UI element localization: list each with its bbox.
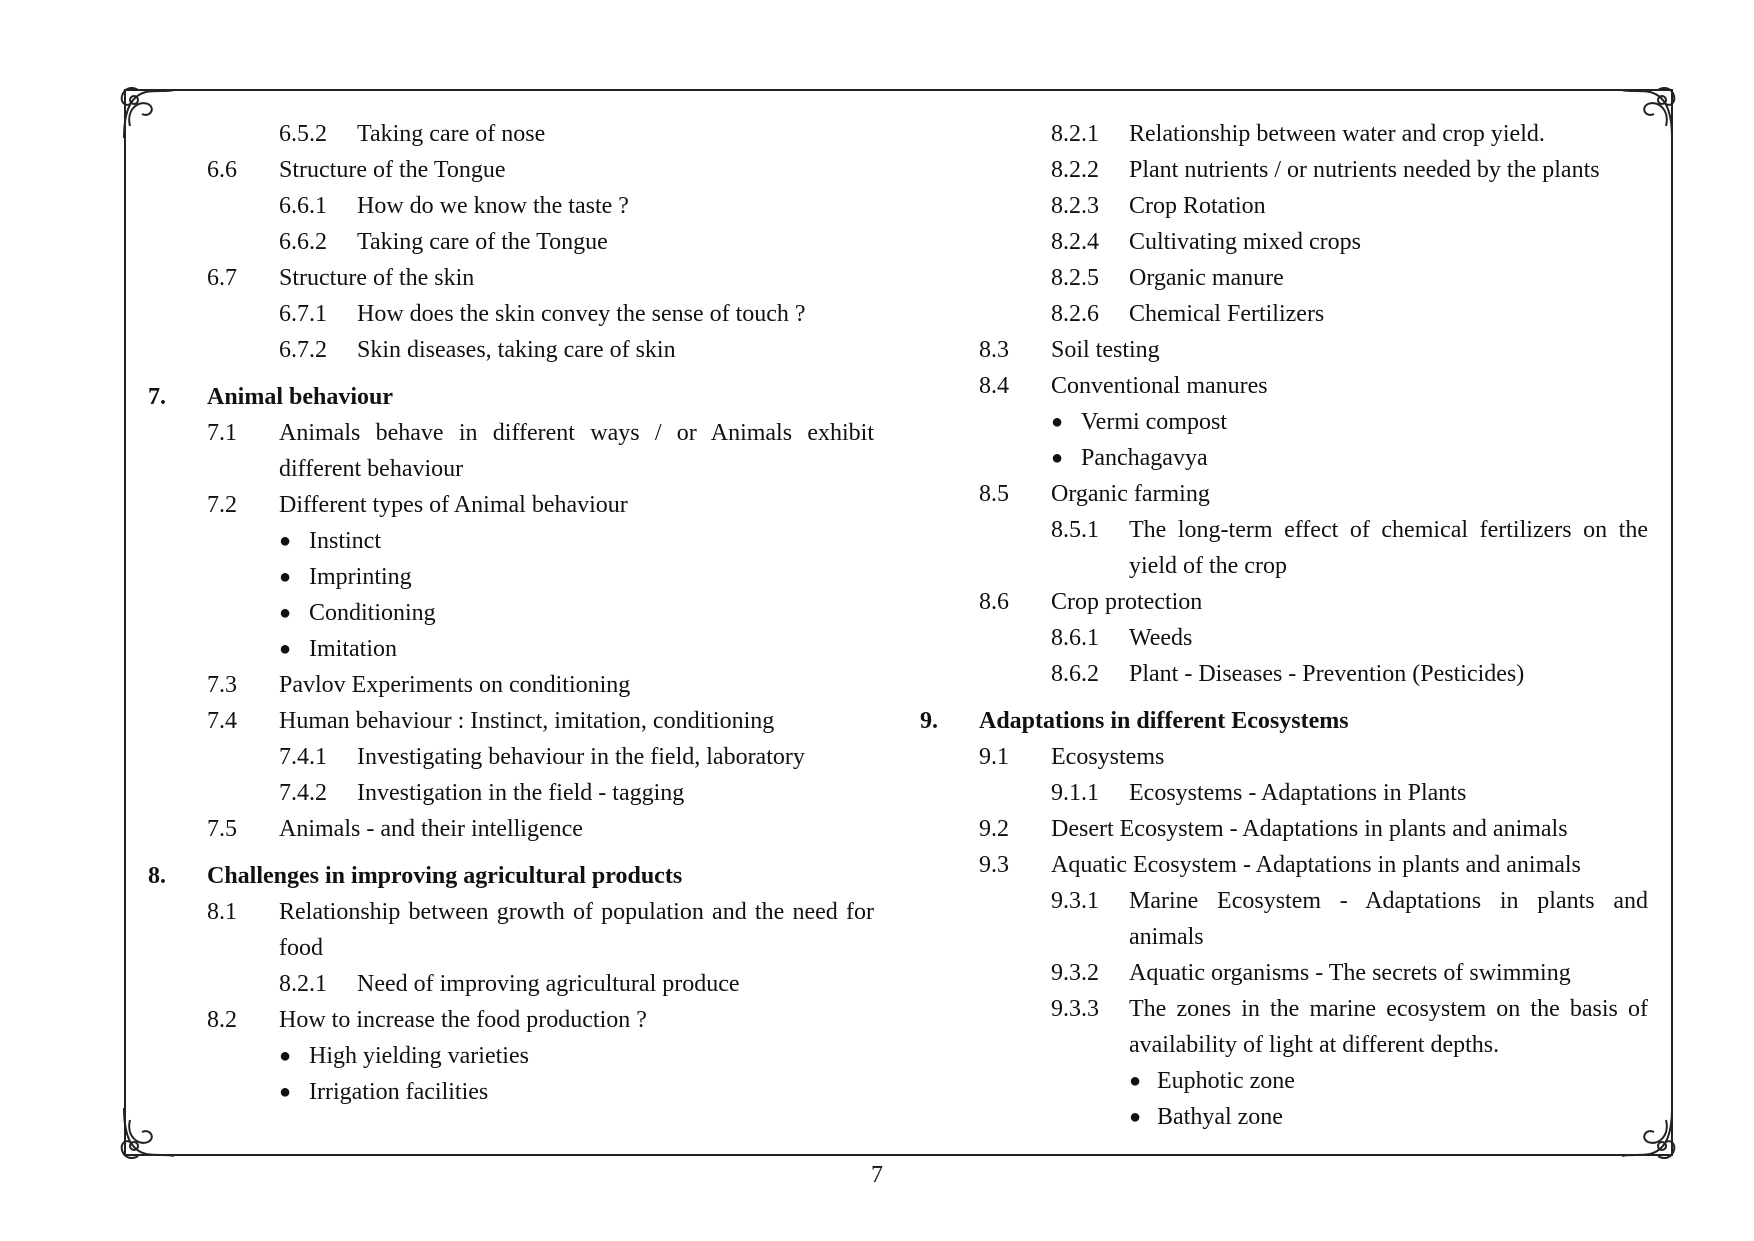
section-number: 9.1	[979, 744, 1009, 770]
entry-title: Human behaviour : Instinct, imitation, conditioning	[279, 708, 775, 734]
entry-title: High yielding varieties	[309, 1043, 529, 1069]
section-number: 7.2	[207, 492, 237, 518]
toc-entry	[148, 1002, 874, 1038]
toc-entry	[920, 847, 1648, 883]
bullet-icon: ●	[279, 1081, 292, 1103]
toc-entry	[148, 894, 874, 966]
toc-entry	[148, 1038, 874, 1074]
toc-entry	[920, 224, 1648, 260]
entry-title: Chemical Fertilizers	[1129, 301, 1325, 327]
entry-title: Plant nutrients / or nutrients needed by the plants	[1129, 157, 1600, 183]
chapter-heading	[148, 379, 874, 415]
bullet-icon: ●	[1129, 1106, 1142, 1128]
section-number: 8.3	[979, 337, 1009, 363]
entry-title: Crop Rotation	[1129, 193, 1266, 219]
entry-title: Conventional manures	[1051, 373, 1268, 399]
bullet-icon: ●	[279, 602, 292, 624]
toc-entry	[920, 152, 1648, 188]
toc-entry	[920, 188, 1648, 224]
section-number: 7.5	[207, 816, 237, 842]
entry-title: Challenges in improving agricultural products	[207, 863, 683, 889]
entry-title: Need of improving agricultural produce	[357, 971, 740, 997]
page-number: 7	[871, 1162, 883, 1188]
entry-title: Aquatic organisms - The secrets of swimming	[1129, 960, 1571, 986]
toc-entry	[148, 559, 874, 595]
toc-entry	[148, 631, 874, 667]
entry-title: Investigating behaviour in the field, laboratory	[357, 744, 805, 770]
toc-entry	[920, 656, 1648, 692]
toc-entry	[920, 811, 1648, 847]
bullet-icon: ●	[1051, 411, 1064, 433]
section-number: 8.6.1	[1051, 625, 1099, 651]
toc-entry	[920, 476, 1648, 512]
section-number: 8.6.2	[1051, 661, 1099, 687]
toc-entry	[148, 595, 874, 631]
entry-title: Bathyal zone	[1157, 1104, 1283, 1130]
entry-title: Imitation	[309, 636, 397, 662]
entry-title: Irrigation facilities	[309, 1079, 489, 1105]
entry-title: Organic farming	[1051, 481, 1210, 507]
section-number: 6.6.1	[279, 193, 327, 219]
entry-title: Imprinting	[309, 564, 412, 590]
toc-entry	[920, 1063, 1648, 1099]
toc-entry	[148, 811, 874, 847]
section-number: 6.7.2	[279, 337, 327, 363]
toc-entry	[148, 332, 874, 368]
entry-title: Animals behave in different ways / or Animals exhibit different behaviour	[279, 420, 874, 482]
section-number: 7.4.2	[279, 780, 327, 806]
entry-title: Soil testing	[1051, 337, 1160, 363]
section-number: 8.6	[979, 589, 1009, 615]
section-number: 6.6.2	[279, 229, 327, 255]
toc-entry	[148, 260, 874, 296]
chapter-heading	[920, 703, 1648, 739]
entry-title: Adaptations in different Ecosystems	[979, 708, 1349, 734]
toc-entry	[920, 296, 1648, 332]
entry-title: Organic manure	[1129, 265, 1284, 291]
section-number: 9.2	[979, 816, 1009, 842]
entry-title: Animals - and their intelligence	[279, 816, 583, 842]
bullet-icon: ●	[1129, 1070, 1142, 1092]
section-number: 9.3.1	[1051, 888, 1099, 914]
toc-entry	[920, 260, 1648, 296]
bullet-icon: ●	[279, 566, 292, 588]
entry-title: The zones in the marine ecosystem on the basis of availability of light at different depths.	[1129, 996, 1648, 1058]
section-number: 8.2.1	[279, 971, 327, 997]
toc-entry	[148, 152, 874, 188]
entry-title: Pavlov Experiments on conditioning	[279, 672, 631, 698]
entry-title: Skin diseases, taking care of skin	[357, 337, 676, 363]
section-number: 8.4	[979, 373, 1009, 399]
section-number: 9.	[920, 708, 938, 734]
entry-title: Desert Ecosystem - Adaptations in plants and animals	[1051, 816, 1568, 842]
entry-title: Ecosystems - Adaptations in Plants	[1129, 780, 1467, 806]
toc-entry	[920, 116, 1648, 152]
toc-entry	[920, 512, 1648, 584]
section-number: 8.5	[979, 481, 1009, 507]
section-number: 8.2.2	[1051, 157, 1099, 183]
toc-entry	[148, 775, 874, 811]
toc-entry	[920, 955, 1648, 991]
toc-entry	[920, 1099, 1648, 1135]
entry-title: Plant - Diseases - Prevention (Pesticides)	[1129, 661, 1525, 687]
entry-title: Animal behaviour	[207, 384, 394, 410]
toc-entry	[920, 404, 1648, 440]
entry-title: The long-term effect of chemical fertilizers on the yield of the crop	[1129, 517, 1648, 579]
bullet-icon: ●	[279, 638, 292, 660]
toc-entry	[148, 224, 874, 260]
section-number: 8.1	[207, 899, 237, 925]
entry-title: Weeds	[1129, 625, 1193, 651]
toc-entry	[148, 296, 874, 332]
section-number: 6.6	[207, 157, 237, 183]
section-number: 9.1.1	[1051, 780, 1099, 806]
entry-title: Conditioning	[309, 600, 436, 626]
entry-title: Taking care of nose	[357, 121, 546, 147]
entry-title: How to increase the food production ?	[279, 1007, 647, 1033]
entry-title: Panchagavya	[1081, 445, 1208, 471]
toc-entry	[148, 966, 874, 1002]
entry-title: Different types of Animal behaviour	[279, 492, 628, 518]
toc-entry	[148, 1074, 874, 1110]
left-column-contents	[148, 116, 874, 1110]
entry-title: Relationship between water and crop yield.	[1129, 121, 1545, 147]
chapter-heading	[148, 858, 874, 894]
entry-title: How does the skin convey the sense of touch ?	[357, 301, 806, 327]
section-number: 9.3	[979, 852, 1009, 878]
section-number: 8.5.1	[1051, 517, 1099, 543]
toc-entry	[148, 739, 874, 775]
entry-title: Relationship between growth of population and the need for food	[279, 899, 874, 961]
entry-title: Taking care of the Tongue	[357, 229, 608, 255]
section-number: 7.1	[207, 420, 237, 446]
bullet-icon: ●	[279, 530, 292, 552]
toc-entry	[148, 703, 874, 739]
section-number: 8.2.6	[1051, 301, 1099, 327]
toc-entry	[148, 188, 874, 224]
toc-entry	[920, 775, 1648, 811]
corner-ornament-bottom-left	[116, 1102, 178, 1164]
entry-title: Vermi compost	[1081, 409, 1227, 435]
section-number: 8.2.5	[1051, 265, 1099, 291]
toc-entry	[920, 332, 1648, 368]
entry-title: Structure of the skin	[279, 265, 475, 291]
entry-title: How do we know the taste ?	[357, 193, 629, 219]
bullet-icon: ●	[279, 1045, 292, 1067]
toc-entry	[920, 991, 1648, 1063]
toc-entry	[920, 883, 1648, 955]
section-number: 7.3	[207, 672, 237, 698]
entry-title: Structure of the Tongue	[279, 157, 506, 183]
entry-title: Marine Ecosystem - Adaptations in plants and animals	[1129, 888, 1648, 950]
section-number: 7.	[148, 384, 166, 410]
entry-title: Ecosystems	[1051, 744, 1165, 770]
toc-entry	[148, 667, 874, 703]
toc-entry	[920, 440, 1648, 476]
section-number: 8.2.1	[1051, 121, 1099, 147]
entry-title: Investigation in the field - tagging	[357, 780, 685, 806]
section-number: 8.2.4	[1051, 229, 1099, 255]
toc-entry	[148, 415, 874, 487]
toc-entry	[148, 523, 874, 559]
entry-title: Instinct	[309, 528, 381, 554]
section-number: 9.3.2	[1051, 960, 1099, 986]
toc-entry	[920, 368, 1648, 404]
toc-entry	[148, 116, 874, 152]
right-column-contents	[920, 116, 1648, 1135]
section-number: 8.2	[207, 1007, 237, 1033]
section-number: 6.7.1	[279, 301, 327, 327]
section-number: 9.3.3	[1051, 996, 1099, 1022]
entry-title: Aquatic Ecosystem - Adaptations in plants and animals	[1051, 852, 1581, 878]
bullet-icon: ●	[1051, 447, 1064, 469]
section-number: 8.2.3	[1051, 193, 1099, 219]
section-number: 6.5.2	[279, 121, 327, 147]
section-number: 7.4.1	[279, 744, 327, 770]
entry-title: Crop protection	[1051, 589, 1203, 615]
entry-title: Cultivating mixed crops	[1129, 229, 1361, 255]
section-number: 7.4	[207, 708, 237, 734]
toc-entry	[920, 584, 1648, 620]
toc-entry	[920, 620, 1648, 656]
section-number: 6.7	[207, 265, 237, 291]
toc-entry	[920, 739, 1648, 775]
section-number: 8.	[148, 863, 166, 889]
toc-entry	[148, 487, 874, 523]
entry-title: Euphotic zone	[1157, 1068, 1295, 1094]
